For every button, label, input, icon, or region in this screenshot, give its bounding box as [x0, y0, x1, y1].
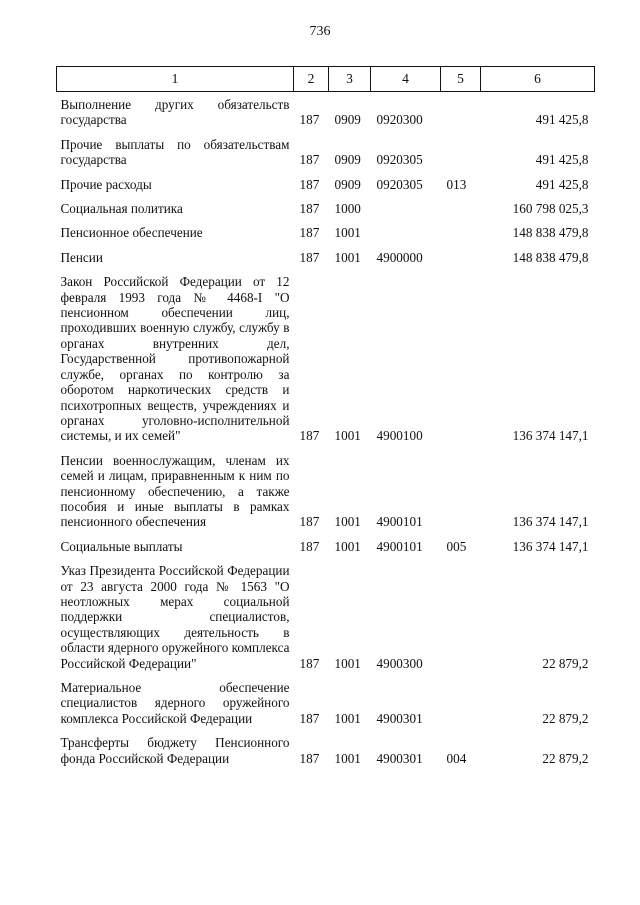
row-name: Социальные выплаты [60, 538, 183, 554]
row-ministry-code: 187 [299, 201, 320, 217]
row-amount: 491 425,8 [535, 176, 589, 192]
row-ministry-code: 187 [299, 538, 320, 554]
row-section-code: 1000 [334, 201, 361, 217]
row-ministry-code: 187 [299, 112, 320, 128]
table-row [57, 671, 595, 726]
table-row [57, 216, 595, 240]
column-header-1: 1 [57, 67, 294, 92]
row-amount: 148 838 479,8 [512, 225, 589, 241]
row-expense-type [441, 216, 481, 240]
table-row [57, 444, 595, 530]
row-target-article: 4900000 [376, 249, 423, 265]
row-expense-type: 013 [446, 176, 467, 192]
row-amount: 136 374 147,1 [512, 514, 589, 530]
table-row [57, 554, 595, 671]
table-row [57, 92, 595, 128]
column-header-2: 2 [294, 67, 329, 92]
row-name: Социальная политика [60, 201, 183, 217]
row-section-code: 1001 [334, 655, 361, 671]
row-name: Пенсии военнослужащим, членам их семей и лицам, приравненным к ним по пенсионному обеспечению, а также пособия и иные выплаты в рамках пенсионного обеспечения [60, 452, 290, 530]
column-header-3: 3 [329, 67, 371, 92]
row-name: Прочие выплаты по обязательствам государства [60, 136, 290, 168]
table-row [57, 265, 595, 443]
row-target-article [371, 216, 441, 240]
budget-table [56, 66, 595, 766]
row-ministry-code: 187 [299, 225, 320, 241]
row-section-code: 1001 [334, 538, 361, 554]
row-name: Закон Российской Федерации от 12 февраля 1993 года № 4468-I "О пенсионном обеспечении лиц, проходивших военную службу, службу в органах внутренних дел, Государственной противопожарной службе, органах по контролю за оборотом наркотических средств и психотропных веществ, учреждениях и органах уголовно-исполнительной системы, и их семей" [60, 274, 290, 444]
row-expense-type [441, 265, 481, 443]
row-name: Материальное обеспечение специалистов ядерного оружейного комплекса Российской Федерации [60, 680, 290, 726]
row-amount: 22 879,2 [542, 655, 589, 671]
row-target-article [371, 192, 441, 216]
row-section-code: 1001 [334, 750, 361, 766]
table-row [57, 192, 595, 216]
row-section-code: 0909 [334, 152, 361, 168]
table-row [57, 726, 595, 766]
row-expense-type: 005 [446, 538, 467, 554]
row-section-code: 1001 [334, 514, 361, 530]
row-section-code: 1001 [334, 710, 361, 726]
row-expense-type [441, 92, 481, 128]
row-section-code: 1001 [334, 249, 361, 265]
row-ministry-code: 187 [299, 750, 320, 766]
row-expense-type [441, 444, 481, 530]
row-ministry-code: 187 [299, 176, 320, 192]
row-name: Пенсионное обеспечение [60, 225, 203, 241]
row-amount: 160 798 025,3 [512, 201, 589, 217]
row-name: Трансферты бюджету Пенсионного фонда Российской Федерации [60, 735, 290, 766]
row-name: Указ Президента Российской Федерации от 23 августа 2000 года № 1563 "О неотложных мерах социальной поддержки специалистов, осуществляющих деятельность в области ядерного оружейного комплекса Российской Федерации" [60, 563, 290, 671]
row-amount: 491 425,8 [535, 112, 589, 128]
row-target-article: 4900300 [376, 655, 423, 671]
row-name: Прочие расходы [60, 176, 152, 192]
row-amount: 136 374 147,1 [512, 538, 589, 554]
column-header-4: 4 [371, 67, 441, 92]
row-ministry-code: 187 [299, 655, 320, 671]
row-target-article: 4900100 [376, 428, 423, 444]
row-target-article: 4900301 [376, 750, 423, 766]
row-target-article: 0920300 [376, 112, 423, 128]
row-name: Пенсии [60, 249, 103, 265]
table-header [57, 67, 595, 92]
row-expense-type [441, 128, 481, 168]
row-expense-type: 004 [446, 750, 467, 766]
table-row [57, 128, 595, 168]
row-name: Выполнение других обязательств государства [60, 97, 290, 128]
row-ministry-code: 187 [299, 710, 320, 726]
row-section-code: 1001 [334, 428, 361, 444]
table-row [57, 168, 595, 192]
row-target-article: 4900301 [376, 710, 423, 726]
header-row [57, 67, 595, 92]
row-section-code: 0909 [334, 176, 361, 192]
page-number: 736 [309, 24, 331, 39]
row-amount: 148 838 479,8 [512, 249, 589, 265]
row-target-article: 0920305 [376, 152, 423, 168]
row-ministry-code: 187 [299, 514, 320, 530]
row-amount: 491 425,8 [535, 152, 589, 168]
row-ministry-code: 187 [299, 152, 320, 168]
row-amount: 136 374 147,1 [512, 428, 589, 444]
row-section-code: 0909 [334, 112, 361, 128]
row-target-article: 0920305 [376, 176, 423, 192]
row-expense-type [441, 192, 481, 216]
row-amount: 22 879,2 [542, 750, 589, 766]
row-section-code: 1001 [334, 225, 361, 241]
column-header-6: 6 [481, 67, 595, 92]
row-expense-type [441, 241, 481, 265]
row-ministry-code: 187 [299, 249, 320, 265]
row-target-article: 4900101 [376, 514, 423, 530]
table-body [57, 92, 595, 767]
table-row [57, 241, 595, 265]
table-row [57, 530, 595, 554]
row-ministry-code: 187 [299, 428, 320, 444]
row-target-article: 4900101 [376, 538, 423, 554]
row-expense-type [441, 554, 481, 671]
row-amount: 22 879,2 [542, 710, 589, 726]
column-header-5: 5 [441, 67, 481, 92]
row-expense-type [441, 671, 481, 726]
